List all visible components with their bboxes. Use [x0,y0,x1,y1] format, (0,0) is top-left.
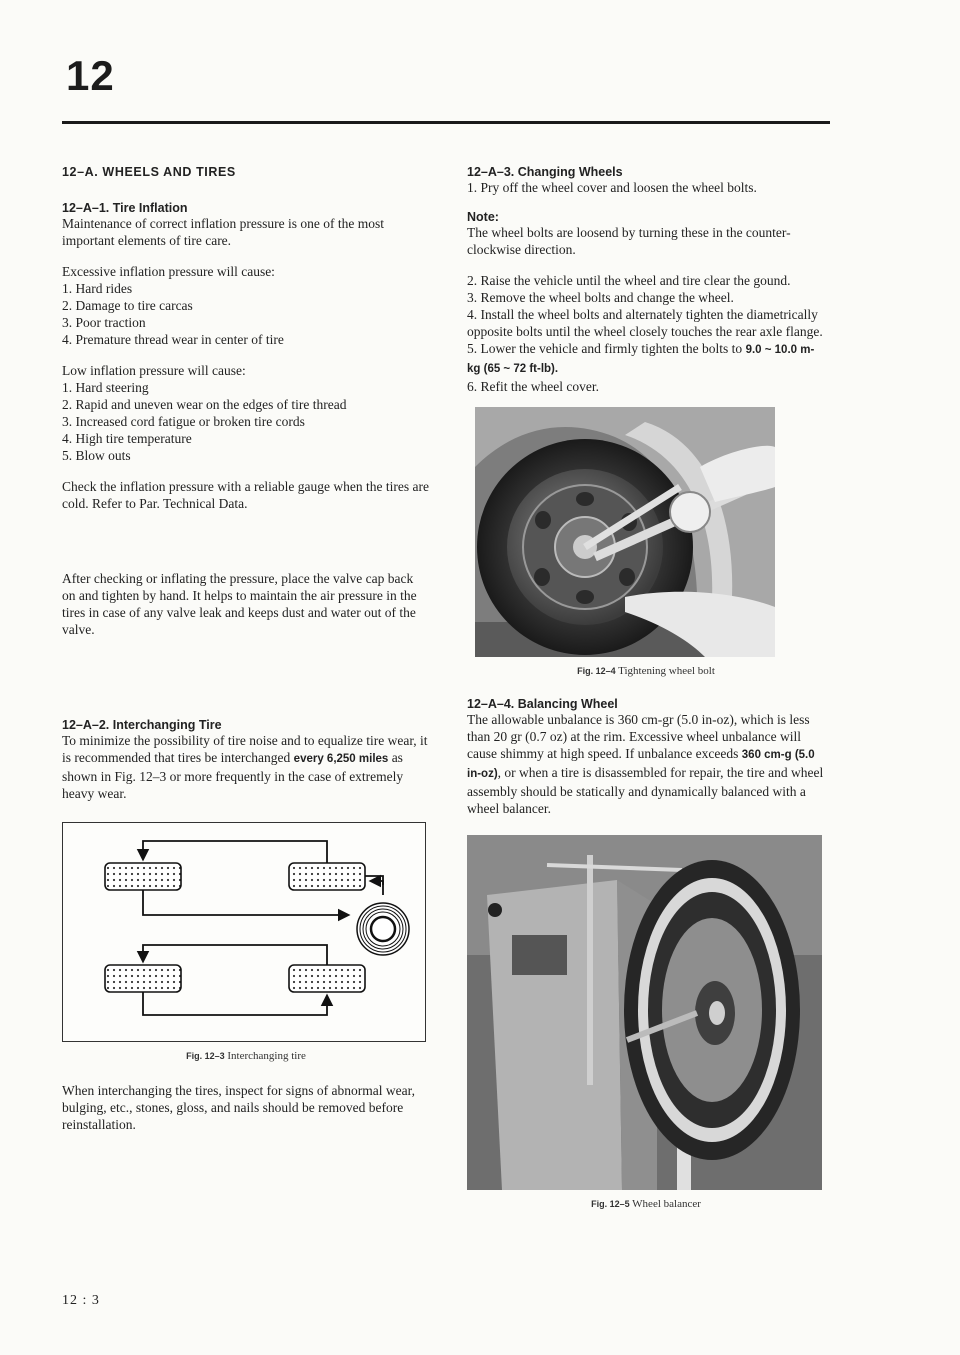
changing-step-3: 3. Remove the wheel bolts and change the wheel. [467,290,734,305]
tire-rear-left [105,965,181,992]
list-item: 4. Premature thread wear in center of tire [62,332,284,347]
page-number: 12 : 3 [62,1293,100,1308]
note-label: Note: [467,210,499,224]
low-list [62,379,430,464]
wheel-balancer-photo [467,835,822,1190]
changing-step-5: 5. Lower the vehicle and firmly tighten the bolts to 9.0 ~ 10.0 m-kg (65 ~ 72 ft-lb). [467,341,815,375]
chapter-number: 12 [66,52,115,99]
changing-step-4: 4. Install the wheel bolts and alternately tighten the diametrically opposite bolts until the wheel closely touches the rear axle flange. [467,307,823,339]
right-column [467,165,825,1210]
excessive-lead: Excessive inflation pressure will cause: [62,264,275,279]
excessive-list [62,280,430,348]
tire-inflation-heading: 12–A–1. Tire Inflation [62,201,188,215]
fig-12-3-caption: Fig. 12–3 Interchanging tire [186,1050,306,1062]
interchanging-heading: 12–A–2. Interchanging Tire [62,718,222,732]
note-text: The wheel bolts are loosend by turning these in the counter-clockwise direction. [467,225,791,257]
tire-inflation-intro: Maintenance of correct inflation pressure is one of the most important elements of tire care. [62,216,385,248]
interval-spec: every 6,250 miles [293,753,389,765]
rotation-arrow [143,945,327,965]
list-item: 4. High tire temperature [62,431,192,446]
interchange-diagram [62,822,426,1042]
header-rule [62,121,830,124]
list-item: 2. Damage to tire carcas [62,298,193,313]
rotation-arrow [143,992,327,1015]
changing-step-6: 6. Refit the wheel cover. [467,379,599,394]
wheel-bolt-photo [475,407,775,657]
changing-step-1: 1. Pry off the wheel cover and loosen the wheel bolts. [467,180,757,195]
unbalance-limit: 360 cm-g (5.0 in-oz) [467,749,815,780]
interchanging-closing: When interchanging the tires, inspect for signs of abnormal wear, bulging, etc., stones, gloss, and nails should be removed before reinstallation. [62,1083,415,1132]
changing-wheels-heading: 12–A–3. Changing Wheels [467,165,623,179]
interchanging-paragraph: To minimize the possibility of tire noise and to equalize tire wear, it is recommended that tires be interchanged every 6,250 miles as shown in Fig. 12–3 or more frequently in the case of extremely heavy wear. [62,733,428,801]
tire-front-right [289,863,365,890]
list-item: 1. Hard steering [62,380,149,395]
low-lead: Low inflation pressure will cause: [62,363,246,378]
list-item: 3. Increased cord fatigue or broken tire cords [62,414,305,429]
list-item: 2. Rapid and uneven wear on the edges of tire thread [62,397,347,412]
interchange-diagram-svg [63,823,425,1041]
balancing-paragraph: The allowable unbalance is 360 cm-gr (5.0 in-oz), which is less than 20 gr (0.7 oz) at the rim. Excessive wheel unbalance will cause shimmy at high speed. If unbalance exceeds 360 cm-g (5.0 in-oz), or when a tire is disassembled for repair, the tire and wheel assembly should be statically and dynamically balanced with a wheel balancer. [467,712,824,816]
tire-front-left [105,863,181,890]
fig-12-5-caption: Fig. 12–5 Wheel balancer [591,1198,701,1210]
after-paragraph: After checking or inflating the pressure, place the valve cap back on and tighten by hand. It helps to maintain the air pressure in the tires in case of any valve leak and keeps dust and water out of the valve. [62,571,417,637]
balancing-heading: 12–A–4. Balancing Wheel [467,697,618,711]
list-item: 5. Blow outs [62,448,131,463]
rotation-arrow [143,841,327,863]
list-item: 3. Poor traction [62,315,146,330]
rotation-arrow [371,881,383,885]
tire-rear-right [289,965,365,992]
list-item: 1. Hard rides [62,281,133,296]
check-paragraph: Check the inflation pressure with a reliable gauge when the tires are cold. Refer to Par. Technical Data. [62,479,429,511]
left-column [62,165,430,1133]
torque-spec: 9.0 ~ 10.0 m-kg (65 ~ 72 ft-lb). [467,344,815,375]
changing-step-2: 2. Raise the vehicle until the wheel and tire clear the gound. [467,273,791,288]
spare-tire [357,903,409,955]
section-title: 12–A. WHEELS AND TIRES [62,165,236,179]
fig-12-4-caption: Fig. 12–4 Tightening wheel bolt [577,665,715,677]
rotation-arrow [143,890,348,915]
rotation-arrow [365,876,383,895]
